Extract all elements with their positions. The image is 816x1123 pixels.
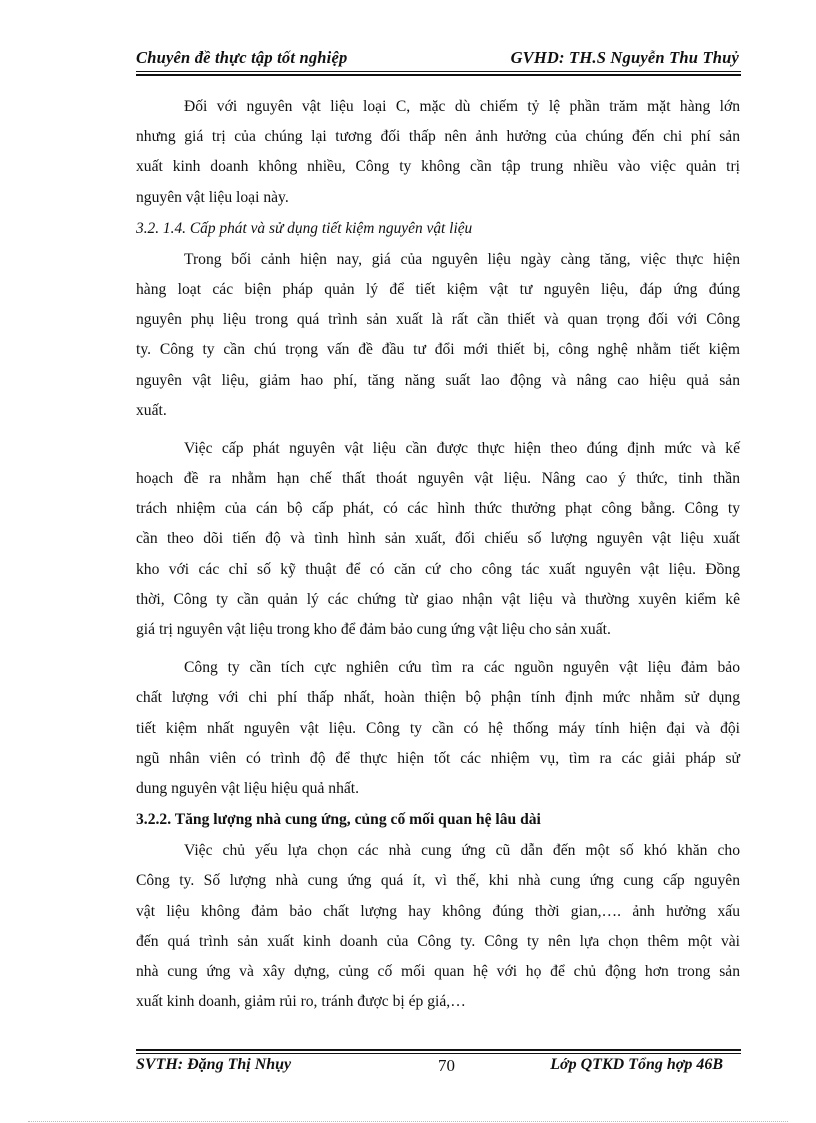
paragraph-3: [136, 434, 740, 645]
text-line: ty. Công ty cần chú trọng vấn đề đầu tư đổi mới thiết bị, công nghệ nhằm tiết kiệm: [136, 341, 740, 359]
text-line: tiết kiệm nhất nguyên vật liệu. Công ty cần có hệ thống máy tính hiện đại và đội: [136, 719, 740, 737]
text-line: ngũ nhân viên có trình độ để thực hiện tốt các nhiệm vụ, tìm ra các giải pháp sử: [136, 749, 740, 767]
text-line: nguyên phụ liệu trong quá trình sản xuất là rất cần thiết và quan trọng đối với Công: [136, 311, 740, 329]
text-line: kho với các chỉ số kỹ thuật để có căn cứ cho công tác xuất nguyên vật liệu. Đồng: [136, 560, 740, 578]
page-number: 70: [438, 1056, 455, 1075]
text-line: hoạch đề ra nhằm hạn chế thất thoát nguyên vật liệu. Nâng cao ý thức, tinh thần: [136, 470, 740, 488]
text-line: nguyên vật liệu loại này.: [136, 188, 289, 206]
text-line: Đối với nguyên vật liệu loại C, mặc dù chiếm tỷ lệ phần trăm mặt hàng lớn: [184, 98, 740, 115]
text-line: vật liệu không đảm bảo chất lượng hay không đúng thời gian,…. ảnh hưởng xấu: [136, 902, 740, 920]
header-report-title: Chuyên đề thực tập tốt nghiệp: [136, 48, 348, 67]
text-line: thời, Công ty cần quản lý các chứng từ giao nhận vật liệu và thường xuyên kiểm kê: [136, 590, 740, 608]
text-line: nhà cung ứng và xây dựng, củng cố mối quan hệ với họ để chủ động hơn trong sản: [136, 962, 740, 980]
paragraph-4: [136, 653, 740, 804]
text-line: đến quá trình sản xuất kinh doanh của Công ty. Công ty nên lựa chọn thêm một vài: [136, 932, 740, 950]
text-line: xuất kinh doanh không nhiều, Công ty không cần tập trung nhiều vào việc quản trị: [136, 158, 740, 176]
paragraph-2: [136, 245, 740, 426]
header-supervisor: GVHD: TH.S Nguyễn Thu Thuỷ: [510, 48, 739, 67]
text-line: hàng loạt các biện pháp quản lý để tiết kiệm vật tư nguyên liệu, đáp ứng đúng: [136, 280, 740, 298]
header-rule-thin: [136, 71, 741, 72]
text-line: Việc cấp phát nguyên vật liệu cần được thực hiện theo đúng định mức và kế: [184, 439, 740, 457]
text-line: nhưng giá trị của chúng lại tương đối thấp nên ảnh hưởng của chúng đến chi phí sản: [136, 128, 740, 146]
text-line: chất lượng với chi phí thấp nhất, hoàn thiện bộ phận tính định mức nhằm sử dụng: [136, 689, 740, 707]
paragraph-1: [136, 92, 740, 213]
text-line: Trong bối cảnh hiện nay, giá của nguyên liệu ngày càng tăng, việc thực hiện: [184, 250, 740, 268]
text-line: Công ty cần tích cực nghiên cứu tìm ra các nguồn nguyên vật liệu đảm bảo: [184, 659, 740, 677]
page-edge-divider: [28, 1121, 788, 1122]
page-header: [136, 46, 741, 72]
footer-class: Lớp QTKD Tổng hợp 46B: [550, 1056, 723, 1073]
section-heading-3-2-2: 3.2.2. Tăng lượng nhà cung ứng, củng cố mối quan hệ lâu dài: [136, 811, 541, 829]
text-line: cần theo dõi tiến độ và tình hình sản xuất, đối chiếu số lượng nguyên vật liệu xuất: [136, 530, 740, 548]
text-line: dung nguyên vật liệu hiệu quả nhất.: [136, 779, 360, 797]
footer-rule-thin: [136, 1053, 741, 1054]
text-line: giá trị nguyên vật liệu trong kho để đảm bảo cung ứng vật liệu cho sản xuất.: [136, 621, 611, 638]
text-line: trách nhiệm của cán bộ cấp phát, có các hình thức thưởng phạt công bằng. Công ty: [136, 500, 740, 518]
paragraph-5: [136, 836, 740, 1017]
text-line: xuất kinh doanh, giảm rủi ro, tránh được bị ép giá,…: [136, 993, 466, 1011]
header-rule-thick: [136, 74, 741, 76]
page-footer: [136, 1056, 741, 1078]
text-line: Công ty. Số lượng nhà cung ứng quá ít, vì thế, khi nhà cung ứng cung cấp nguyên: [136, 872, 740, 890]
section-heading-3-2-1-4: 3.2. 1.4. Cấp phát và sử dụng tiết kiệm nguyên vật liệu: [136, 219, 473, 237]
text-line: Việc chủ yếu lựa chọn các nhà cung ứng cũ dẫn đến một số khó khăn cho: [184, 842, 740, 860]
text-line: xuất.: [136, 401, 167, 419]
footer-student: SVTH: Đặng Thị Nhụy: [136, 1056, 292, 1073]
text-line: nguyên vật liệu, giảm hao phí, tăng năng suất lao động và nâng cao hiệu quả sản: [136, 371, 740, 389]
page-content: [136, 92, 740, 1017]
footer-rule-thick: [136, 1049, 741, 1051]
